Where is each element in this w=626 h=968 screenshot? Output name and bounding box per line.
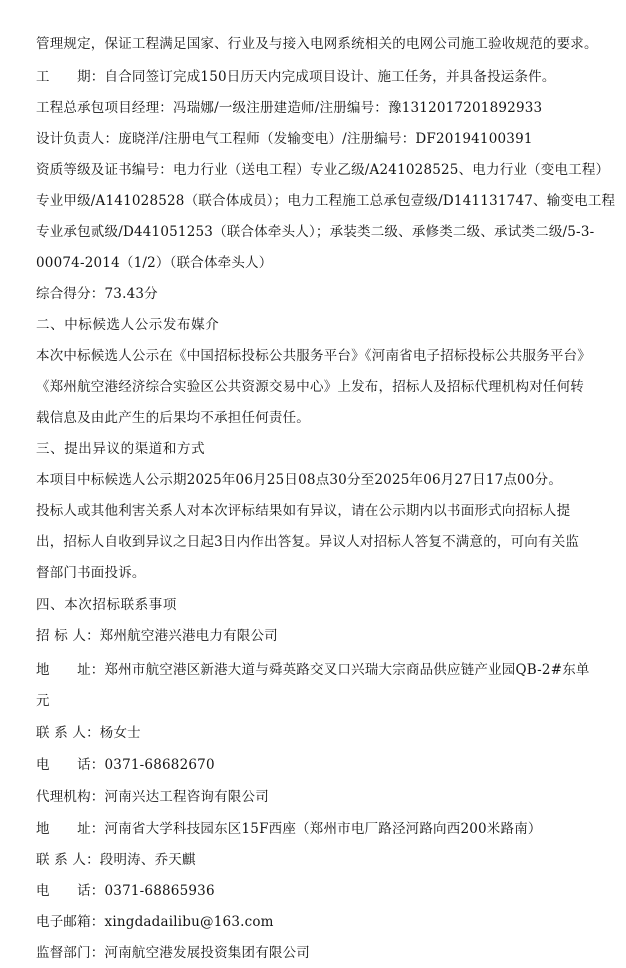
text-line: 联 系 人：杨女士 <box>36 725 141 741</box>
text-line: 电 话：0371-68865936 <box>36 883 215 899</box>
text-line: 管理规定，保证工程满足国家、行业及与接入电网系统相关的电网公司施工验收规范的要求。 <box>36 36 598 52</box>
text-line: 代理机构：河南兴达工程咨询有限公司 <box>36 789 269 805</box>
text-line: 《郑州航空港经济综合实验区公共资源交易中心》上发布，招标人及招标代理机构对任何转 <box>36 379 584 395</box>
section-heading: 三、提出异议的渠道和方式 <box>36 441 206 457</box>
text-line: 专业甲级/A141028528（联合体成员）；电力工程施工总承包壹级/D141131747、输变电工程 <box>36 193 616 209</box>
text-line: 本项目中标候选人公示期2025年06月25日08点30分至2025年06月27日17点00分。 <box>36 472 563 488</box>
text-line: 联 系 人：段明涛、乔天麒 <box>36 852 196 868</box>
text-line: 00074-2014（1/2）（联合体牵头人） <box>36 255 273 271</box>
text-line: 专业承包贰级/D441051253（联合体牵头人）；承装类二级、承修类二级、承试类二级/5-3- <box>36 224 595 240</box>
section-heading: 二、中标候选人公示发布媒介 <box>36 317 220 333</box>
text-line: 出，招标人自收到异议之日起3日内作出答复。异议人对招标人答复不满意的，可向有关监 <box>36 534 580 550</box>
text-line: 投标人或其他利害关系人对本次评标结果如有异议，请在公示期内以书面形式向招标人提 <box>36 503 571 519</box>
text-line: 工 期：自合同签订完成150日历天内完成项目设计、施工任务，并具备投运条件。 <box>36 69 556 85</box>
text-line: 地 址：河南省大学科技园东区15F西座（郑州市电厂路泾河路向西200米路南） <box>36 821 542 837</box>
text-line: 招 标 人：郑州航空港兴港电力有限公司 <box>36 628 278 644</box>
text-line: 载信息及由此产生的后果均不承担任何责任。 <box>36 410 310 426</box>
text-line: 电 话：0371-68682670 <box>36 757 215 773</box>
text-line: 元 <box>36 693 50 709</box>
text-line: 电子邮箱：xingdadailibu@163.com <box>36 914 274 930</box>
text-line: 地 址：郑州市航空港区新港大道与舜英路交叉口兴瑞大宗商品供应链产业园QB-2#东单 <box>36 662 590 678</box>
text-line: 资质等级及证书编号：电力行业（送电工程）专业乙级/A241028525、电力行业（变电工程） <box>36 162 610 178</box>
text-line: 本次中标候选人公示在《中国招标投标公共服务平台》《河南省电子招标投标公共服务平台》 <box>36 348 591 364</box>
section-heading: 四、本次招标联系事项 <box>36 597 177 613</box>
text-line: 综合得分：73.43分 <box>36 286 158 302</box>
text-line: 工程总承包项目经理：冯瑞娜/一级注册建造师/注册编号：豫1312017201892933 <box>36 100 543 116</box>
text-line: 监督部门：河南航空港发展投资集团有限公司 <box>36 945 310 961</box>
text-line: 督部门书面投诉。 <box>36 565 146 581</box>
text-line: 设计负责人：庞晓洋/注册电气工程师（发输变电）/注册编号：DF20194100391 <box>36 131 533 147</box>
